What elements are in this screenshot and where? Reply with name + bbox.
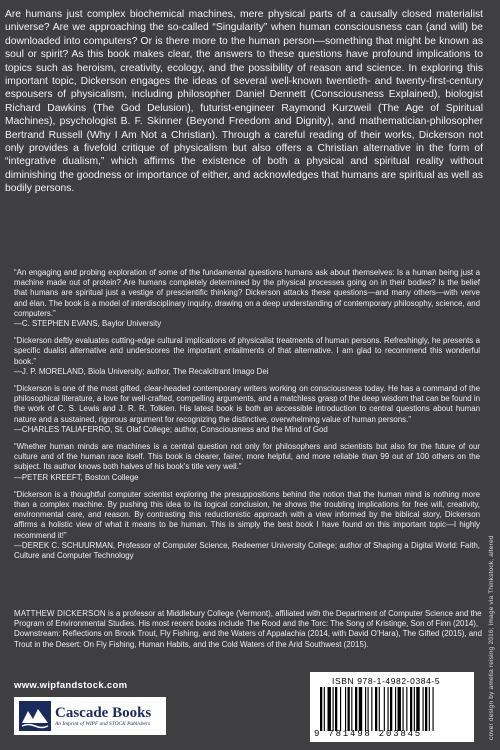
isbn-label: ISBN 978-1-4982-0384-5 (332, 676, 441, 686)
author-name: MATTHEW DICKERSON (14, 609, 106, 618)
endorser-name: —CHARLES TALIAFERRO, (14, 424, 113, 434)
publisher-logo (14, 697, 166, 735)
publisher-text (55, 705, 151, 728)
endorsement-attribution (14, 425, 480, 435)
cover-credit: cover design by amelia reising 2016; image via Thinkstock, altered (488, 535, 495, 740)
endorser-affiliation: Professor of Computer Science, Redeemer University College; author of Shaping a Digital World: Faith, Culture and Computer Technology (14, 540, 480, 561)
endorsement-attribution (14, 473, 480, 483)
endorsement-attribution (14, 541, 480, 561)
endorsement (14, 268, 480, 329)
book-description: Are humans just complex biochemical machines, mere physical parts of a causally closed materialist universe? Are we approaching the so-called “Singularity” when human consciousness can (and will) be downloaded into computers? Or is there more to the human person—something that might be known as soul or spirit? As this book makes clear, the answers to these questions have profound implications to topics such as heroism, creativity, ecology, and the possibility of reason and science. In exploring this important topic, Dickerson engages the ideas of several well-known twentieth- and twenty-first-century espousers of physicalism, including philosopher Daniel Dennett (Consciousness Explained), biologist Richard Dawkins (The God Delusion), futurist-engineer Raymond Kurzweil (The Age of Spiritual Machines), psychologist B. F. Skinner (Beyond Freedom and Dignity), and mathematician-philosopher Bertrand Russell (Why I Am Not a Christian). Through a careful reading of their works, Dickerson not only provides a fivefold critique of physicalism but also offers a Christian alternative in the form of “integrative dualism,” which affirms the existence of both a physical and spiritual reality without diminishing the goodness or importance of either, and acknowledges that humans are spiritual as well as bodily persons. (5, 9, 483, 195)
publisher-name: Cascade Books (55, 704, 152, 721)
website-link[interactable]: www.wipfandstock.com (14, 680, 128, 691)
endorsement (14, 336, 480, 377)
endorsements (14, 268, 480, 568)
endorser-affiliation: Boston College (85, 472, 139, 482)
author-bio (14, 609, 484, 650)
endorsement-attribution (14, 367, 480, 377)
publisher-subtitle: An Imprint of WIPF and STOCK Publishers (55, 720, 151, 727)
endorsement-quote: “Dickerson deftly evaluates cutting-edge cultural implications of physicalist treatments of human persons. Refreshingly, he presents a specific dualist alternative and underscores the important entailments of that alternative. I am glad to recommend this wonderful book.” (14, 336, 480, 366)
publisher-block (14, 680, 152, 727)
endorsement (14, 442, 480, 483)
endorsement-quote: “Dickerson is a thoughtful computer scientist exploring the presuppositions behind the notion that the human mind is nothing more than a complex machine. By pushing this idea to its logical conclusion, he shows the troubling implications for free will, creativity, environmental care, and reason. By contrasting this reductionistic approach with a view informed by the biblical story, Dickerson affirms a holistic view of what it means to be human. This is simply the best book I have found on this important topic—I highly recommend it!” (14, 489, 480, 540)
endorsement-quote: “Dickerson is one of the most gifted, clear-headed contemporary writers working on consciousness today. He has a command of the philosophical literature, a love for well-crafted, compelling arguments, and a matchless grasp of the deep wisdom that can be found in the work of C. S. Lewis and J. R. R. Tolkien. His latest book is both an accessible introduction to central questions about human nature and a sustained, rigorous argument for recognizing the distinctive, overwhelming value of human persons.” (14, 384, 480, 424)
barcode-bars-icon (320, 687, 468, 731)
endorser-name: —DEREK C. SCHUURMAN, (14, 540, 116, 550)
endorser-affiliation: Biola University; author, The Recalcitrant Imago Dei (87, 366, 269, 376)
endorsement-quote: “An engaging and probing exploration of some of the fundamental questions humans ask about themselves: Is a human being just a machine made out of protein? Are humans completely determined by the physical processes going on in their bodies? Is the belief that humans are spiritual just a vestige of prescientific thinking? Dickerson attacks these questions—and many others—with verve and élan. The book is a model of interdisciplinary inquiry, drawing on a deep understanding of contemporary philosophy, science, and computers.” (14, 268, 480, 318)
author-bio-text: is a professor at Middlebury College (Vermont), affiliated with the Department of Computer Science and the Program of Environmental Studies. His most recent books include The Rood and the Torc: The Song of Kristinge, Son of Finn (2014), Downstream: Reflections on Brook Trout, Fly Fishing, and the Waters of Appalachia (2014, with David O’Hara), The Gifted (2015), and Trout in the Desert: On Fly Fishing, Human Habits, and the Cold Waters of the Arid Southwest (2015). (14, 609, 482, 649)
barcode-digits: 9 781498 203845 (314, 729, 423, 739)
endorser-name: —J. P. MORELAND, (14, 366, 86, 376)
cascade-books-icon (19, 701, 51, 731)
endorsement (14, 490, 480, 561)
endorser-name: —PETER KREEFT, (14, 472, 83, 482)
endorsement (14, 384, 480, 435)
endorser-affiliation: Baylor University (102, 319, 162, 329)
barcode (310, 672, 474, 742)
endorser-name: —C. STEPHEN EVANS, (14, 319, 100, 329)
endorser-affiliation: St. Olaf College; author, Consciousness and the Mind of God (114, 424, 328, 434)
endorsement-quote: “Whether human minds are machines is a central question not only for philosophers and scientists but also for the future of our culture and of the human race itself. This book is clearer, fairer, more helpful, and more reliable than 99 out of 100 others on the subject. Its author knows both halves of his book’s title very well.” (14, 442, 480, 472)
endorsement-attribution (14, 319, 480, 329)
